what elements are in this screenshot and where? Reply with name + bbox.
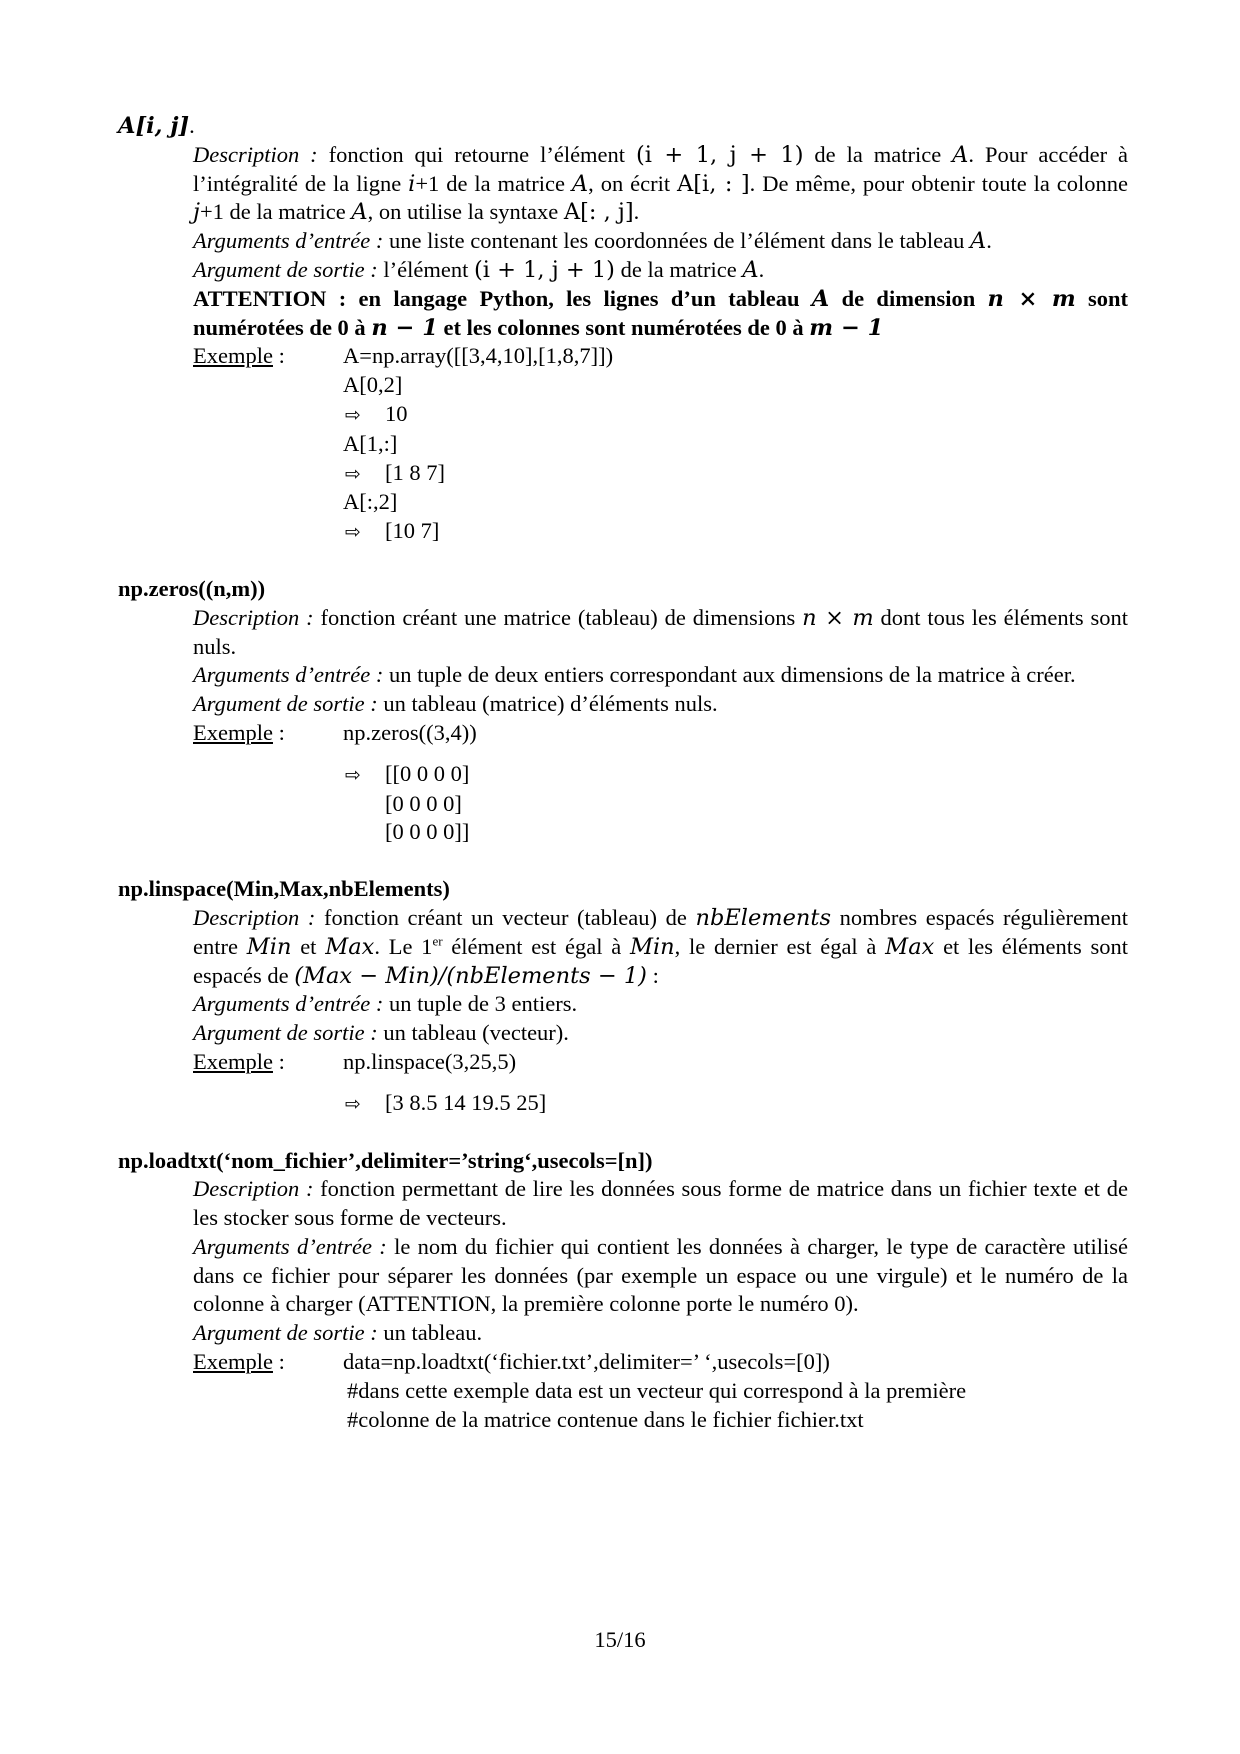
heading-math: A[i, j] (118, 113, 190, 139)
example-code: A[:,2] (343, 489, 398, 515)
example-result: [0 0 0 0] (385, 790, 462, 816)
example-comment: #colonne de la matrice contenue dans le fichier fichier.txt (347, 1406, 864, 1432)
arrow-right-icon: ⇨ (345, 1092, 361, 1115)
description: Description : fonction créant une matrice (tableau) de dimensions n × m dont tous les éléments sont nuls. (193, 604, 1129, 659)
description: Description : fonction qui retourne l’élément (i + 1, j + 1) de la matrice A. Pour accéder à l’intégralité de la ligne i+1 de la matrice A, on écrit A[i, : ]. De même, pour obtenir toute la colonne j+1 de la matrice A, on utilise la syntaxe A[: , j]. (193, 141, 1129, 226)
output-argument: Argument de sortie : l’élément (i + 1, j + 1) de la matrice A. (193, 256, 765, 283)
arrow-right-icon: ⇨ (345, 763, 361, 786)
example-code: np.zeros((3,4)) (343, 719, 477, 745)
input-arguments: Arguments d’entrée : le nom du fichier qui contient les données à charger, le type de caractère utilisé dans ce fichier pour séparer les données (par exemple un espace ou une virgule) et le numéro de la colonne à charger (ATTENTION, la première colonne porte le numéro 0). (193, 1233, 1128, 1317)
example-label: Exemple : (193, 343, 285, 369)
document-page (118, 112, 1128, 1434)
example-result: [0 0 0 0]] (385, 819, 470, 845)
arrow-right-icon: ⇨ (345, 521, 361, 544)
description: Description : fonction créant un vecteur (tableau) de nbElements nombres espacés régulièrement entre Min et Max. Le 1er élément est égal à Min, le dernier est égal à Max et les éléments sont espacés de (Max − Min)/(nbElements − 1) : (193, 904, 1129, 989)
section-np-loadtxt (118, 1147, 1128, 1435)
example-comment: #dans cette exemple data est un vecteur qui correspond à la première (347, 1377, 967, 1403)
output-argument: Argument de sortie : un tableau (matrice) d’éléments nuls. (193, 691, 718, 717)
page-number: 15/16 (594, 1627, 646, 1652)
description: Description : fonction permettant de lire les données sous forme de matrice dans un fichier texte et de les stocker sous forme de vecteurs. (193, 1176, 1129, 1231)
example-code: A[0,2] (343, 372, 403, 398)
example-code: np.linspace(3,25,5) (343, 1048, 517, 1074)
section-heading: np.loadtxt(‘nom_fichier’,delimiter=’string‘,usecols=[n]) (118, 1147, 653, 1173)
example-label: Exemple : (193, 1048, 285, 1074)
example-label: Exemple : (193, 1349, 285, 1375)
section-heading: A[i, j]. (118, 113, 195, 139)
input-arguments: Arguments d’entrée : une liste contenant les coordonnées de l’élément dans le tableau A. (193, 228, 992, 255)
example-result: ⇨ [10 7] (343, 517, 1128, 547)
example-row (193, 719, 1128, 748)
output-argument: Argument de sortie : un tableau. (193, 1320, 483, 1346)
input-arguments: Arguments d’entrée : un tuple de 3 entiers. (193, 991, 578, 1017)
section-np-zeros (118, 575, 1128, 847)
attention-note: ATTENTION : en langage Python, les lignes d’un tableau A de dimension n × m sont numérotées de 0 à n − 1 et les colonnes sont numérotées de 0 à m − 1 (193, 285, 1129, 341)
section-heading: np.linspace(Min,Max,nbElements) (118, 876, 450, 902)
input-arguments: Arguments d’entrée : un tuple de deux entiers correspondant aux dimensions de la matrice à créer. (193, 662, 1076, 688)
section-heading: np.zeros((n,m)) (118, 575, 266, 601)
example-code: A=np.array([[3,4,10],[1,8,7]]) (343, 343, 614, 369)
example-label: Exemple : (193, 719, 285, 745)
example-result: ⇨ [1 8 7] (343, 459, 1128, 489)
output-argument: Argument de sortie : un tableau (vecteur). (193, 1020, 569, 1046)
section-np-linspace (118, 875, 1128, 1118)
example-result: ⇨ [[0 0 0 0] (343, 760, 1128, 790)
example-result: ⇨ [3 8.5 14 19.5 25] (343, 1089, 1128, 1119)
example-code: data=np.loadtxt(‘fichier.txt’,delimiter=’ ‘,usecols=[0]) (343, 1349, 830, 1375)
description-label: Description : (193, 141, 318, 167)
arrow-right-icon: ⇨ (345, 462, 361, 485)
arrow-right-icon: ⇨ (345, 403, 361, 426)
example-row (193, 342, 1128, 371)
section-matrix-indexing (118, 112, 1128, 547)
example-code: A[1,:] (343, 430, 398, 456)
example-result: ⇨ 10 (343, 400, 1128, 430)
example-row (193, 1048, 1128, 1077)
example-row (193, 1348, 1128, 1377)
